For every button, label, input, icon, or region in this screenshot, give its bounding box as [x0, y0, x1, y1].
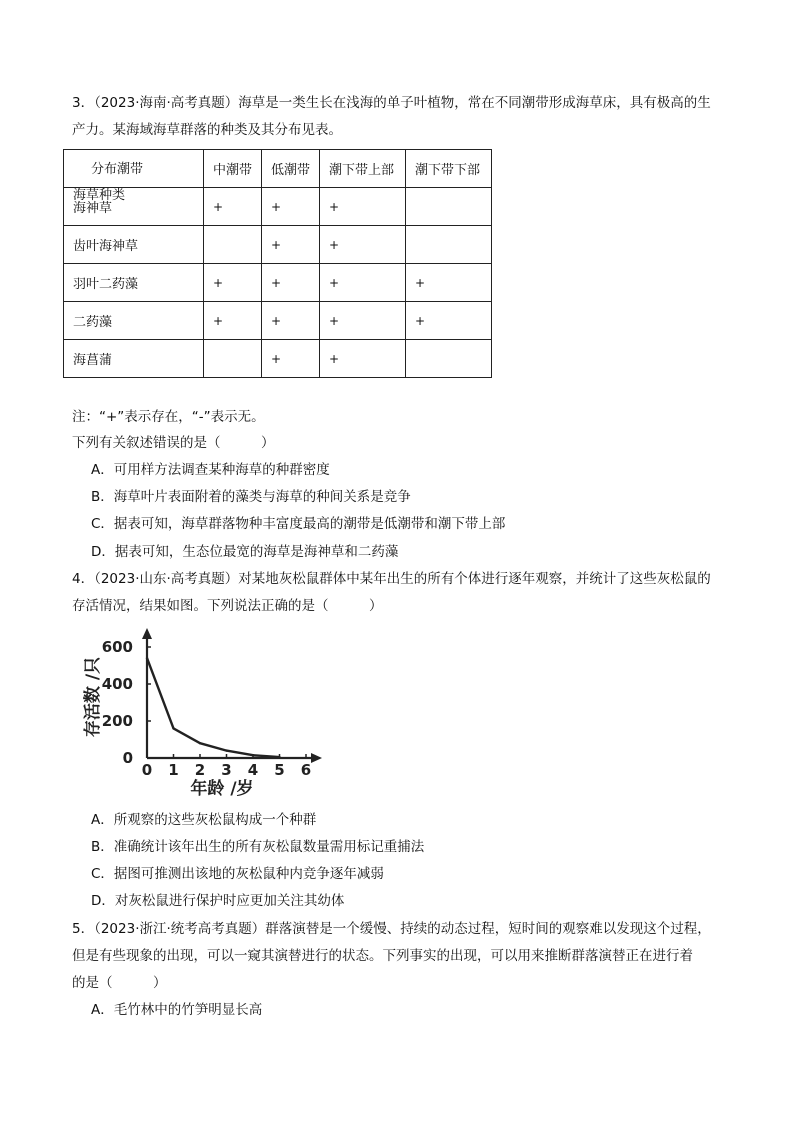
- q3-option-a: A．可用样方法调查某种海草的种群密度: [91, 462, 330, 478]
- table-cell: [204, 340, 262, 378]
- seagrass-distribution-table: [63, 149, 492, 378]
- table-cell: +: [262, 188, 320, 226]
- table-header-row: [64, 150, 492, 188]
- table-row: [64, 340, 492, 378]
- table-cell: +: [320, 340, 406, 378]
- q4-option-c: C．据图可推测出该地的灰松鼠种内竞争逐年减弱: [91, 866, 384, 882]
- table-cell: +: [406, 302, 492, 340]
- y-axis-arrow: [142, 628, 152, 639]
- table-cell: +: [320, 302, 406, 340]
- row-header: 羽叶二药藻: [64, 264, 204, 302]
- row-header: 齿叶海神草: [64, 226, 204, 264]
- q4-source: （2023·山东·高考真题）: [94, 571, 239, 587]
- q3-option-c: C．据表可知，海草群落物种丰富度最高的潮带是低潮带和潮下带上部: [91, 516, 506, 532]
- header-species-label: 海草种类: [73, 188, 126, 203]
- y-tick-label: 600: [101, 638, 133, 656]
- q3-source: （2023·海南·高考真题）: [94, 95, 239, 111]
- q3-number: 3．: [72, 95, 95, 111]
- table-cell: [406, 340, 492, 378]
- survival-data-point: [199, 742, 201, 744]
- table-row: [64, 226, 492, 264]
- table-cell: [406, 188, 492, 226]
- y-tick-label: 400: [101, 675, 133, 693]
- table-cell: +: [204, 302, 262, 340]
- survival-data-point: [278, 756, 280, 758]
- q5-option-a: A．毛竹林中的竹笋明显长高: [91, 1002, 263, 1018]
- x-tick-label: 1: [168, 761, 179, 779]
- q4-stem-text-1: 对某地灰松鼠群体中某年出生的所有个体进行逐年观察，并统计了这些灰松鼠的: [238, 571, 711, 587]
- table-cell: +: [262, 340, 320, 378]
- survival-data-point: [146, 657, 148, 659]
- table-cell: +: [262, 302, 320, 340]
- table-corner-header: [64, 150, 204, 203]
- x-tick-label: 2: [194, 761, 206, 779]
- q5-stem-line1: [72, 920, 711, 938]
- table-cell: +: [320, 226, 406, 264]
- q4-option-a: A．所观察的这些灰松鼠构成一个种群: [91, 812, 317, 828]
- x-tick-label: 5: [274, 761, 285, 779]
- table-row: [64, 264, 492, 302]
- x-tick-label: 3: [221, 761, 232, 779]
- q3-note: 注：“+”表示存在，“-”表示无。: [72, 409, 265, 425]
- survival-data-point: [252, 754, 254, 756]
- table-cell: +: [262, 264, 320, 302]
- q3-option-d: D．据表可知，生态位最宽的海草是海神草和二药藻: [91, 544, 399, 560]
- x-tick-label: 4: [247, 761, 259, 779]
- q5-stem-line3: 的是（ ）: [72, 975, 167, 991]
- y-tick-label: 0: [122, 749, 133, 767]
- q5-source: （2023·浙江·统考高考真题）: [94, 921, 266, 937]
- table-cell: +: [204, 188, 262, 226]
- y-axis-label: 存活数 /只: [83, 656, 103, 738]
- q3-stem-line2: 产力。某海域海草群落的种类及其分布见表。: [72, 122, 342, 138]
- q3-option-b: B．海草叶片表面附着的藻类与海草的种间关系是竞争: [91, 489, 411, 505]
- q3-stem-text-1: 海草是一类生长在浅海的单子叶植物，常在不同潮带形成海草床，具有极高的生: [238, 95, 711, 111]
- column-header: 中潮带: [204, 150, 262, 188]
- table-cell: [204, 226, 262, 264]
- table-cell: +: [320, 264, 406, 302]
- x-axis-label: 年龄 /岁: [190, 779, 254, 799]
- survival-series-line: [147, 658, 280, 757]
- x-tick-label: 0: [141, 761, 153, 779]
- header-zone-label: 分布潮带: [90, 162, 143, 177]
- table-cell: +: [320, 188, 406, 226]
- q4-stem-line2: 存活情况，结果如图。下列说法正确的是（ ）: [72, 598, 383, 614]
- column-header: 潮下带上部: [320, 150, 406, 188]
- q5-stem-text-1: 群落演替是一个缓慢、持续的动态过程，短时间的观察难以发现这个过程，: [265, 921, 711, 937]
- y-tick-label: 200: [101, 712, 133, 730]
- table-cell: +: [204, 264, 262, 302]
- x-tick-label: 6: [300, 761, 312, 779]
- survival-chart: [70, 622, 340, 802]
- table-cell: +: [406, 264, 492, 302]
- table-cell: [406, 226, 492, 264]
- q3-prompt: 下列有关叙述错误的是（ ）: [72, 435, 275, 451]
- chart-series: [146, 657, 281, 758]
- row-header: 海菖蒲: [64, 340, 204, 378]
- table-row: [64, 188, 492, 226]
- survival-data-point: [225, 749, 227, 751]
- q4-option-d: D．对灰松鼠进行保护时应更加关注其幼体: [91, 893, 345, 909]
- chart-axes: [142, 628, 322, 763]
- table-row: [64, 302, 492, 340]
- q3-stem-line1: [72, 94, 711, 112]
- row-header: 二药藻: [64, 302, 204, 340]
- q4-option-b: B．准确统计该年出生的所有灰松鼠数量需用标记重捕法: [91, 839, 425, 855]
- q5-number: 5．: [72, 921, 95, 937]
- q4-number: 4．: [72, 571, 95, 587]
- column-header: 潮下带下部: [406, 150, 492, 188]
- column-header: 低潮带: [262, 150, 320, 188]
- x-axis-arrow: [311, 753, 322, 763]
- q5-stem-line2: 但是有些现象的出现，可以一窥其演替进行的状态。下列事实的出现，可以用来推断群落演替正在进行着: [72, 948, 693, 964]
- row-header: 海神草: [64, 188, 204, 226]
- q4-stem-line1: [72, 570, 711, 588]
- table-cell: +: [262, 226, 320, 264]
- survival-data-point: [172, 727, 174, 729]
